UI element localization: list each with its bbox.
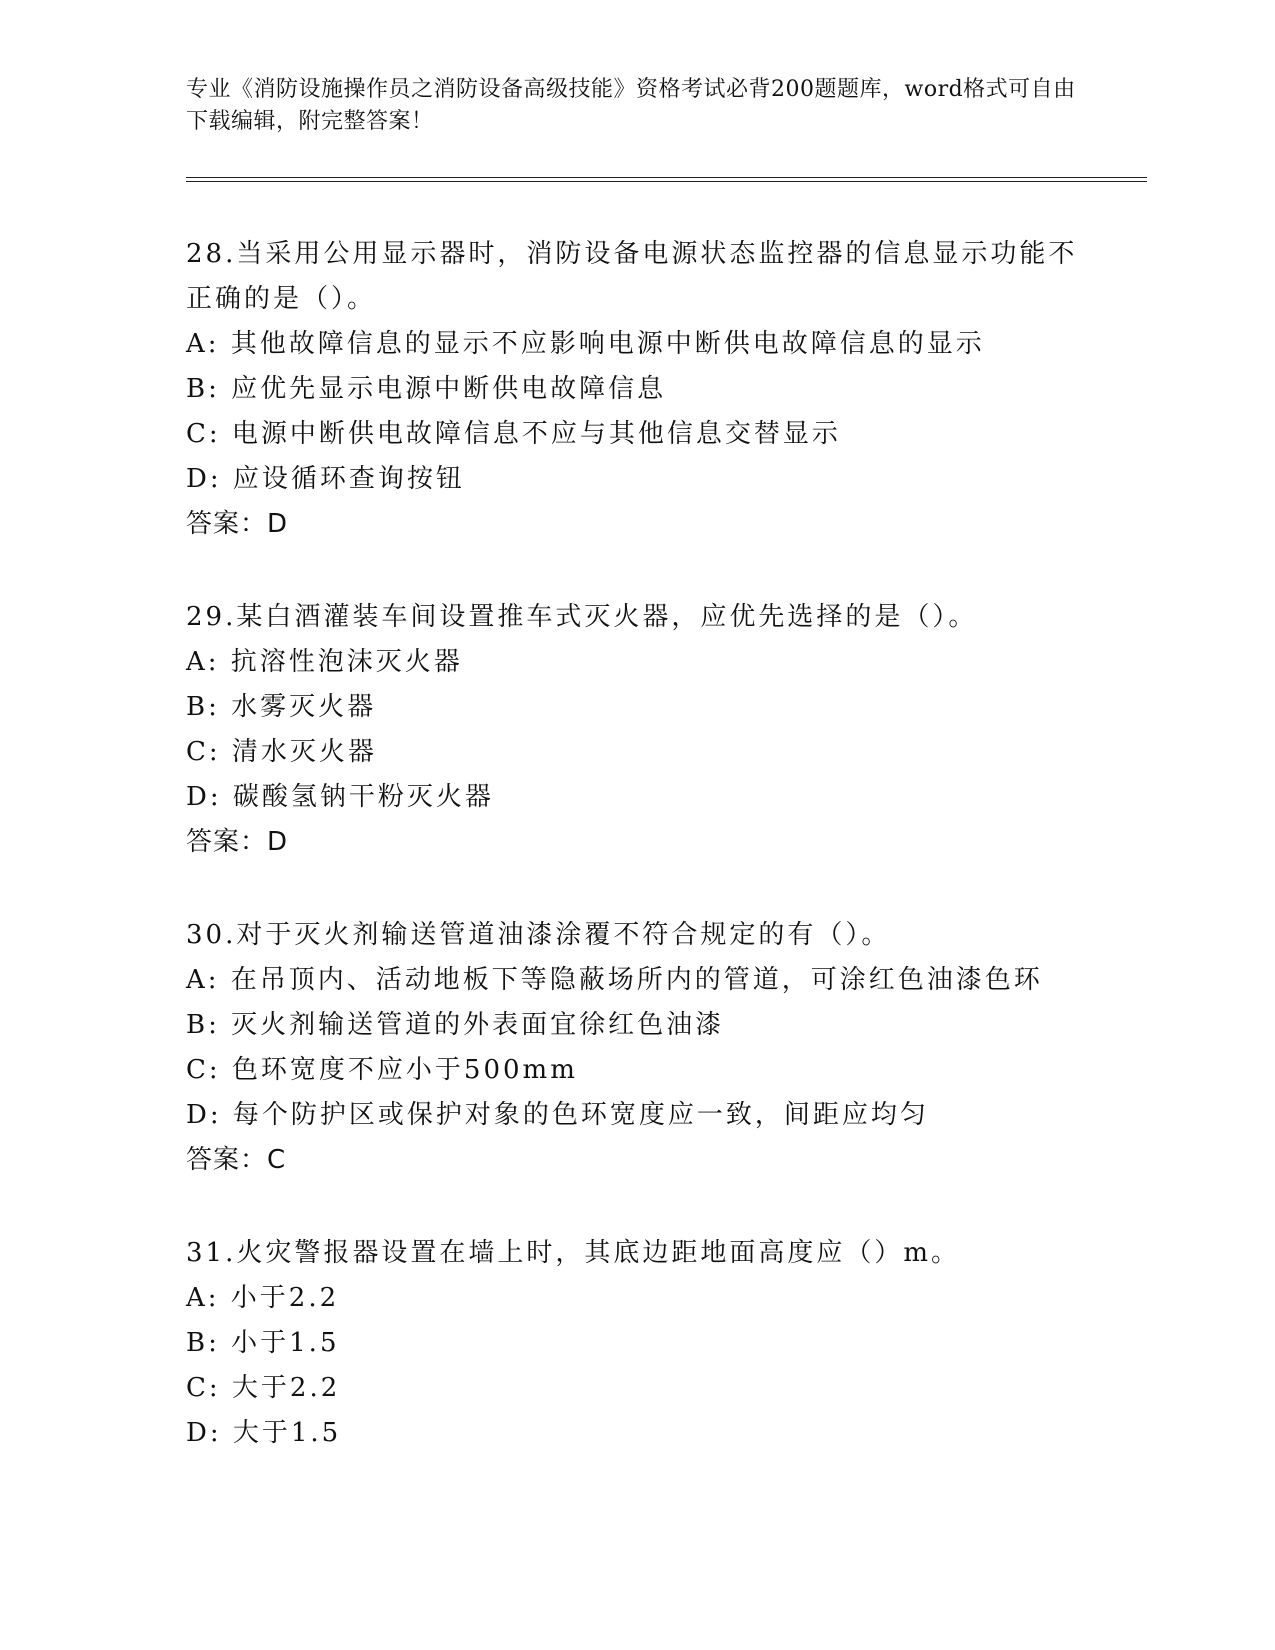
- answer-line: 答案：D: [186, 509, 289, 539]
- question-list: [186, 232, 1086, 1456]
- question-30: [186, 913, 1086, 1183]
- option-d: D: 应设循环查询按钮: [186, 464, 465, 494]
- option-a: A: 小于2.2: [186, 1283, 340, 1313]
- option-a: A: 抗溶性泡沫灭火器: [186, 647, 463, 677]
- option-c: C: 电源中断供电故障信息不应与其他信息交替显示: [186, 419, 841, 449]
- option-a: A: 在吊顶内、活动地板下等隐蔽场所内的管道，可涂红色油漆色环: [186, 965, 1043, 995]
- option-b: B: 水雾灭火器: [186, 692, 377, 722]
- question-spacer: [186, 865, 1086, 913]
- option-c: C: 大于2.2: [186, 1373, 341, 1403]
- option-b: B: 小于1.5: [186, 1328, 340, 1358]
- header-rule-top: [186, 177, 1147, 178]
- option-a: A: 其他故障信息的显示不应影响电源中断供电故障信息的显示: [186, 329, 985, 359]
- question-28: [186, 232, 1086, 547]
- option-c: C: 色环宽度不应小于500mm: [186, 1055, 578, 1085]
- option-d: D: 每个防护区或保护对象的色环宽度应一致，间距应均匀: [186, 1100, 929, 1130]
- question-stem: 30.对于灭火剂输送管道油漆涂覆不符合规定的有（）。: [186, 920, 891, 950]
- option-b: B: 灭火剂输送管道的外表面宜徐红色油漆: [186, 1010, 725, 1040]
- question-29: [186, 595, 1086, 865]
- question-spacer: [186, 1183, 1086, 1231]
- answer-line: 答案：C: [186, 1145, 287, 1175]
- option-d: D: 大于1.5: [186, 1418, 342, 1448]
- question-spacer: [186, 547, 1086, 595]
- option-c: C: 清水灭火器: [186, 737, 377, 767]
- question-stem: 31.火灾警报器设置在墙上时，其底边距地面高度应（）m。: [186, 1238, 961, 1268]
- question-stem: 28.当采用公用显示器时，消防设备电源状态监控器的信息显示功能不正确的是（）。: [186, 239, 1078, 314]
- answer-line: 答案：D: [186, 827, 289, 857]
- header-rule-bottom: [186, 181, 1147, 182]
- question-stem: 29.某白酒灌装车间设置推车式灭火器，应优先选择的是（）。: [186, 602, 978, 632]
- option-b: B: 应优先显示电源中断供电故障信息: [186, 374, 667, 404]
- question-31: [186, 1231, 1086, 1456]
- document-header: 专业《消防设施操作员之消防设备高级技能》资格考试必背200题题库，word格式可自由下载编辑，附完整答案！: [186, 77, 1076, 134]
- option-d: D: 碳酸氢钠干粉灭火器: [186, 782, 494, 812]
